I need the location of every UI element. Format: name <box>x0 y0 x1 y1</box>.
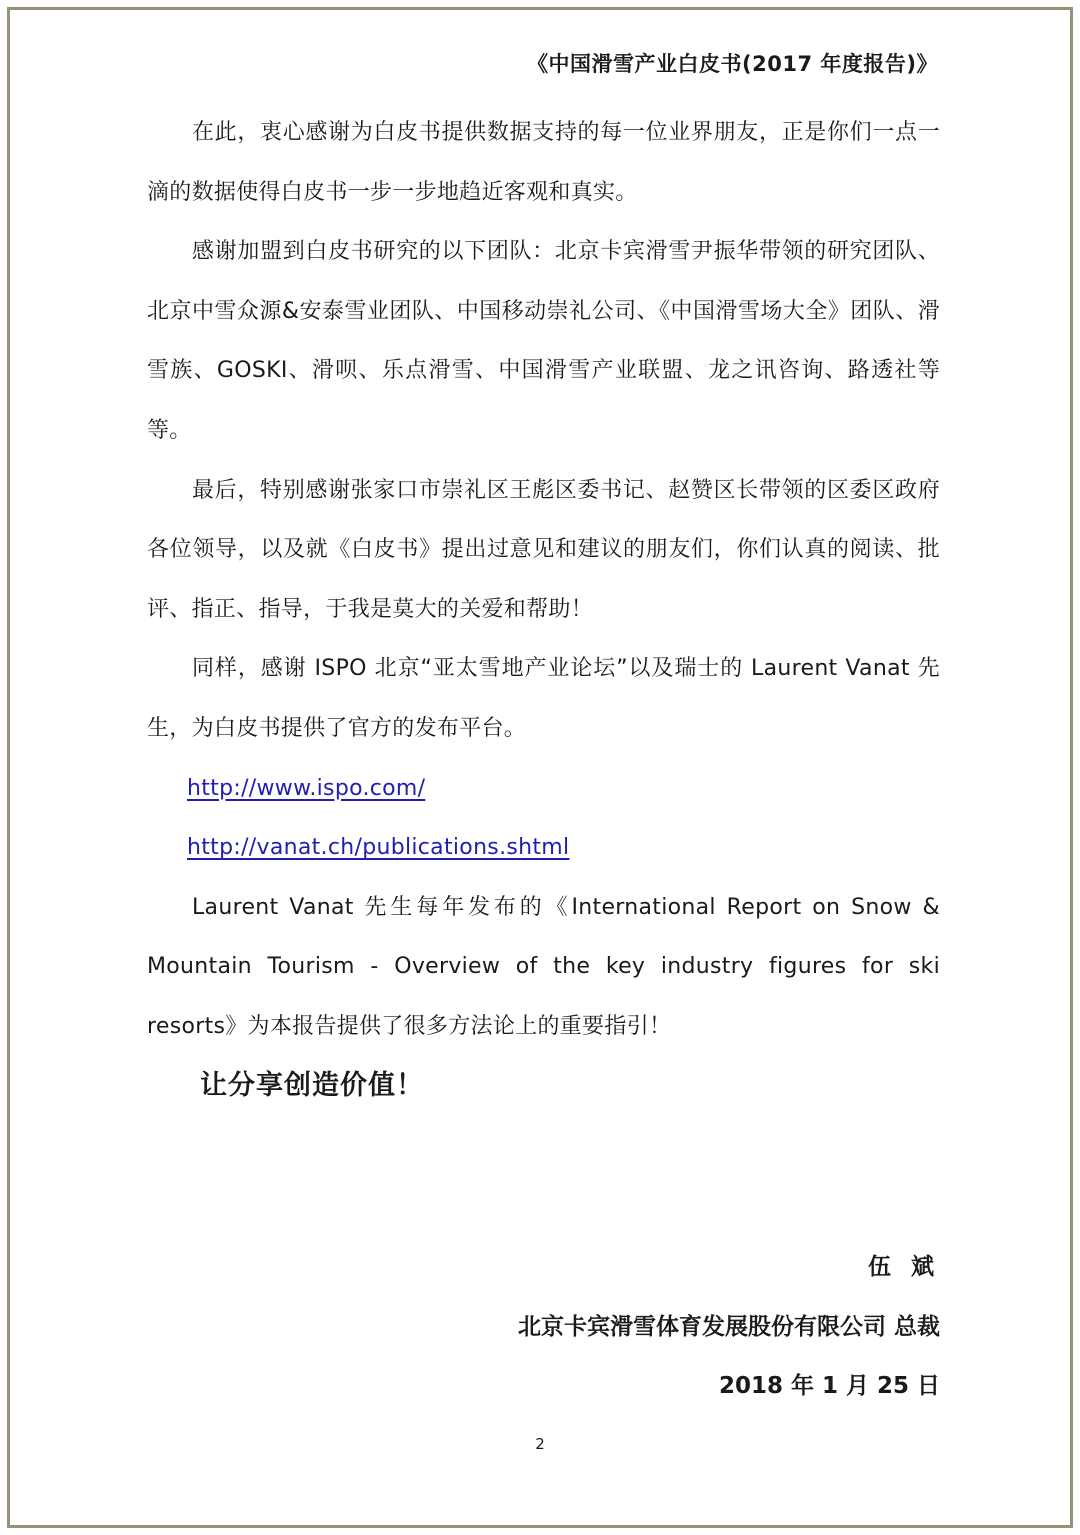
page-number: 2 <box>535 1435 545 1453</box>
paragraph-ispo-thanks: 同样，感谢 ISPO 北京“亚太雪地产业论坛”以及瑞士的 Laurent Vanat 先生，为白皮书提供了官方的发布平台。 <box>147 656 940 741</box>
link-ispo[interactable]: http://www.ispo.com/ <box>187 775 426 801</box>
paragraph-data-support: 在此，衷心感谢为白皮书提供数据支持的每一位业界朋友，正是你们一点一滴的数据使得白皮书一步一步地趋近客观和真实。 <box>147 120 940 205</box>
link-vanat-publications[interactable]: http://vanat.ch/publications.shtml <box>187 835 570 861</box>
signature-name: 伍 斌 <box>867 1254 940 1280</box>
document-header-title: 《中国滑雪产业白皮书(2017 年度报告)》 <box>527 52 938 76</box>
paragraph-research-teams: 感谢加盟到白皮书研究的以下团队：北京卡宾滑雪尹振华带领的研究团队、北京中雪众源&安泰雪业团队、中国移动崇礼公司、《中国滑雪场大全》团队、滑雪族、GOSKI、滑呗、乐点滑雪、中国滑雪产业联盟、龙之讯咨询、路透社等等。 <box>147 239 940 443</box>
paragraph-vanat-report: Laurent Vanat 先生每年发布的《International Report on Snow & Mountain Tourism - Overview of the key industry figures for ski resorts》为本报告提供了很多方法论上的重要指引！ <box>147 894 940 1039</box>
paragraph-government-thanks: 最后，特别感谢张家口市崇礼区王彪区委书记、赵赞区长带领的区委区政府各位领导，以及就《白皮书》提出过意见和建议的朋友们，你们认真的阅读、批评、指正、指导，于我是莫大的关爱和帮助！ <box>147 477 940 622</box>
signature-title: 北京卡宾滑雪体育发展股份有限公司 总裁 <box>517 1314 940 1340</box>
slogan: 让分享创造价值！ <box>200 1070 424 1101</box>
signature-date: 2018 年 1 月 25 日 <box>718 1373 940 1399</box>
acknowledgement-body <box>147 103 940 1057</box>
